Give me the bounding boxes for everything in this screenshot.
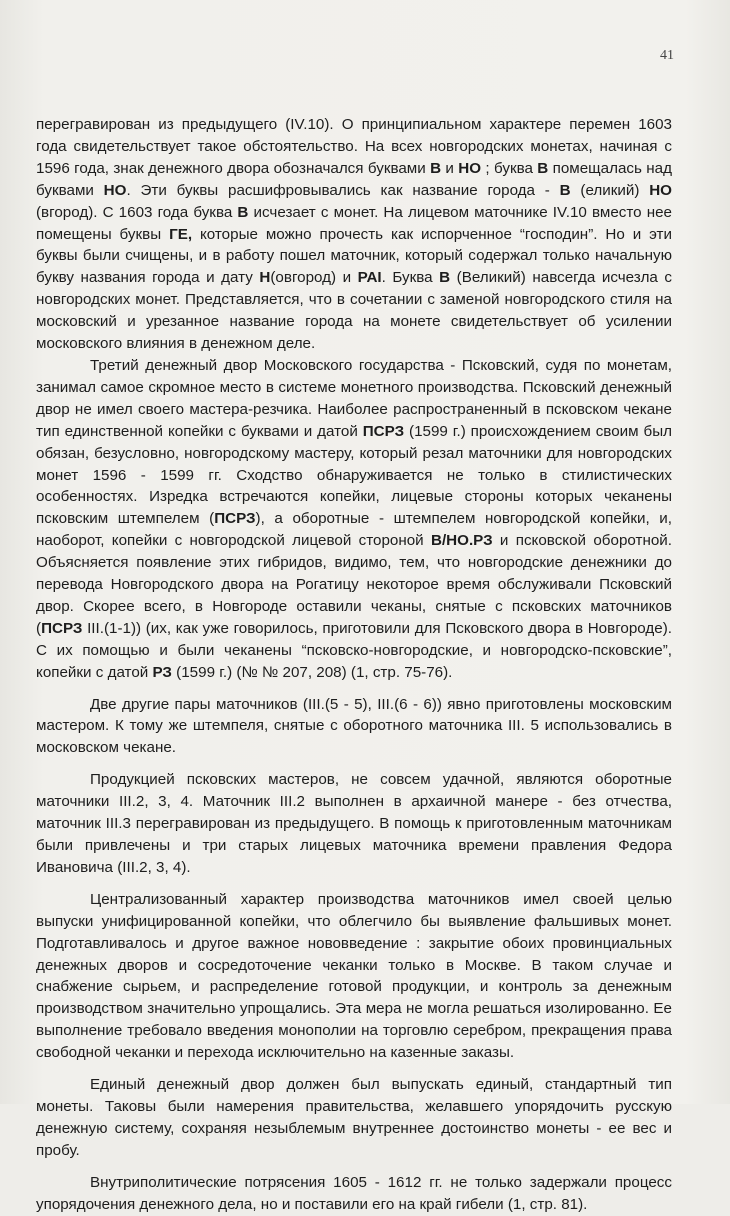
bold-mark: ПСРЗ [41,619,83,637]
bold-mark: НО [458,159,482,177]
text-run: (1599 г.) (№ № 207, 208) (1, стр. 75-76). [171,663,453,681]
bold-mark: ПСРЗ [362,422,405,440]
text-run: и [441,159,459,177]
text-run: и псковской оборотной. Объясняется появление этих гибридов, видимо, тем, что новгородские денежники до перевода Новгородского двора на Рогатицу некоторое время обслуживали Псковский двор. Скорее всего, в Новгороде оставили чеканы, снятые с псковских маточников ( [36,532,672,637]
bold-mark: НО [649,181,672,199]
text-run: Централизованный характер производства маточников имел своей целью выпуски унифицированной копейки, что облегчило бы выявление фальшивых монет. Подготавливалось и другое важное нововведение : закрытие обоих провинциальных денежных дворов и сосредоточение чеканки только в Москве. В таком случае и снабжение сырьем, и распределение готовой продукции, и контроль за денежным производством значительно упрощались. Эта мера не могла решаться изолированно. Ее выполнение требовало введения монополии на торговлю серебром, прекращения права свободной чеканки и перехода исключительно на казенные заказы. [36,890,672,1062]
text-run: Третий денежный двор Московского государства - Псковский, судя по монетам, занимал самое скромное место в системе монетного производства. Псковский денежный двор не имел своего мастера-резчика. Наиболее распространенный в псковском чекане тип единственной копейки с буквами и датой [36,356,672,440]
bold-mark: В [430,159,442,177]
paragraph-2 [36,355,672,684]
paragraph-1 [36,114,672,355]
text-run: Единый денежный двор должен был выпускать единый, стандартный тип монеты. Таковы были намерения правительства, желавшего упорядочить русскую денежную систему, сохраняя незыблемым внутреннее достоинство монеты - ее вес и пробу. [36,1076,672,1159]
text-run: ), а оборотные - штемпелем новгородской копейки, и, наоборот, копейки с новгородской лицевой стороной [36,510,672,550]
text-run: . Эти буквы расшифровывались как название города - [126,181,560,199]
text-run: III.(1-1)) (их, как уже говорилось, приготовили для Псковского двора в Новгороде). С их помощью и были чеканены “псковско-новгородские, и новгородско-псковские”, копейки с датой [36,619,672,681]
text-run: которые можно прочесть как испорченное “господин”. Но и эти буквы были счищены, и в работу пошел маточник, который содержал только начальную букву названия города и дату [36,225,672,287]
paragraph-4 [36,769,672,879]
text-run: помещалась над буквами [36,159,672,199]
text-run: Две другие пары маточников (III.(5 - 5), III.(6 - 6)) явно приготовлены московским мастером. К тому же штемпеля, снятые с оборотного маточника III. 5 использовались в московском чекане. [36,695,672,757]
text-run: (1599 г.) происхождением своим был обязан, безусловно, новгородскому мастеру, который резал маточники для новгородских монет 1596 - 1599 гг. Сходство обнаруживается не только в стилистических особенностях. Изредка встречаются копейки, лицевые стороны которых чеканены псковским штемпелем ( [36,422,672,528]
bold-mark: В [439,269,451,287]
text-run: Продукцией псковских мастеров, не совсем удачной, являются оборотные маточники III.2, 3, 4. Маточник III.2 выполнен в архаичной манере - без отчества, маточник III.3 перегравирован из предыдущего. В помощь к приготовленным маточникам были привлечены и три старых лицевых маточника времени правления Федора Ивановича (III.2, 3, 4). [36,771,672,876]
text-run: перегравирован из предыдущего (IV.10). О принципиальном характере перемен 1603 года свидетельствует такое обстоятельство. На всех новгородских монетах, начиная с 1596 года, знак денежного двора обозначался буквами [36,116,672,177]
text-run: исчезает с монет. На лицевом маточнике IV.10 вместо нее помещены буквы [36,203,673,243]
text-run: (овгород) и [270,269,358,287]
bold-mark: ГЕ, [169,225,193,243]
bold-mark: В/НО.РЗ [430,532,493,550]
text-run: . Буква [381,269,440,287]
paragraph-7 [36,1172,672,1216]
text-run: (еликий) [570,181,650,199]
text-run: (вгород). С 1603 года буква [36,203,238,221]
bold-mark: НО [103,181,127,199]
bold-mark: ПСРЗ [214,510,256,528]
bold-mark: В [559,181,571,199]
page-number: 41 [660,48,674,63]
paragraph-6 [36,1074,672,1162]
text-run: Внутриполитические потрясения 1605 - 1612 гг. не только задержали процесс упорядочения денежного дела, но и поставили его на край гибели (1, стр. 81). [36,1173,672,1213]
bold-mark: РАI [357,269,382,287]
bold-mark: В [237,203,249,221]
paragraph-5 [36,889,672,1064]
body-text [36,114,672,1216]
text-run: (Великий) навсегда исчезла с новгородских монет. Представляется, что в сочетании с заменой новгородского стиля на московский и урезанное название города на монете свидетельствует об усилении московского влияния в денежном деле. [36,269,673,353]
bold-mark: РЗ [152,663,172,681]
bold-mark: В [537,159,549,177]
bold-mark: Н [259,269,271,287]
paragraph-3 [36,694,672,760]
text-run: ; буква [481,159,538,177]
